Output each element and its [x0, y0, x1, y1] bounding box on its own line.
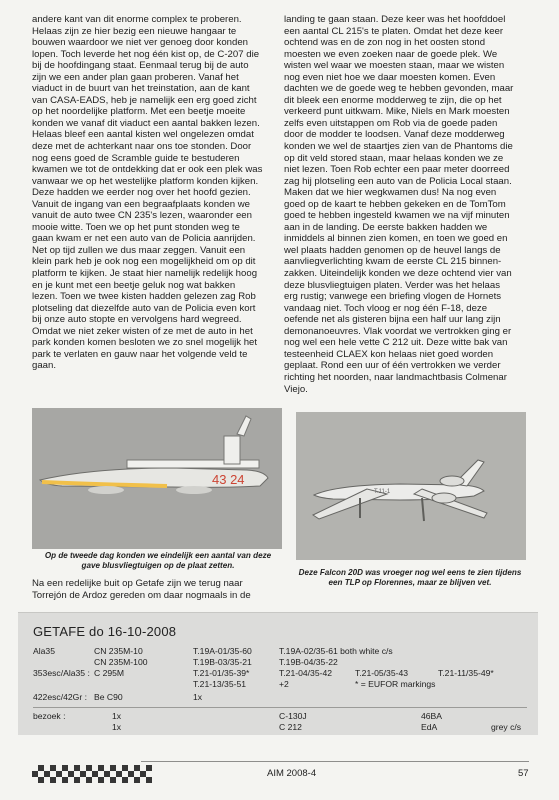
- serial-t19b04: T.19B-04/35-22: [279, 657, 338, 667]
- type-c295m: C 295M: [94, 668, 125, 678]
- count-bec90: 1x: [193, 692, 203, 702]
- visitor-count-2: 1x: [112, 722, 122, 732]
- serial-t21-01: T.21-01/35-39*: [193, 668, 250, 678]
- eufor-note: * = EUFOR markings: [355, 679, 436, 689]
- extra-count: +2: [279, 679, 289, 689]
- serial-t19a01: T.19A-01/35-60: [193, 646, 252, 656]
- left-article-column: [32, 14, 284, 372]
- serial-t19b03: T.19B-03/35-21: [193, 657, 252, 667]
- visitor-type-2: C 212: [279, 722, 302, 732]
- continuation-text: Na een redelijke buit op Getafe zijn we terug naar Torrejón de Ardoz gereden om daar nogmaals in de: [32, 578, 251, 601]
- sightings-title: GETAFE do 16-10-2008: [33, 624, 177, 639]
- sightings-divider: [33, 707, 527, 708]
- visitor-unit-2: EdA: [421, 722, 438, 732]
- cl215-aircraft-illustration: [32, 408, 282, 549]
- serial-t21-05: T.21-05/35-43: [355, 668, 409, 678]
- cl215-aircraft-photo: [32, 408, 282, 549]
- serial-t21-04: T.21-04/35-42: [279, 668, 333, 678]
- aircraft-registration: T.11-1: [374, 489, 391, 495]
- unit-ala35: Ala35: [33, 646, 55, 656]
- visitor-unit-1: 46BA: [421, 711, 443, 721]
- right-article-column: [284, 14, 530, 395]
- magazine-title: AIM 2008-4: [267, 768, 317, 779]
- falcon-aircraft-illustration: [296, 412, 526, 560]
- visitors-label: bezoek :: [33, 711, 66, 721]
- unit-353esc: 353esc/Ala35 :: [33, 668, 90, 678]
- serial-t21-11: T.21-11/35-49*: [438, 668, 494, 678]
- serial-t19a02: T.19A-02/35-61 both white c/s: [279, 646, 393, 656]
- aircraft-number: 43 24: [212, 472, 245, 487]
- type-cn235m10: CN 235M-10: [94, 646, 143, 656]
- visitor-type-1: C-130J: [279, 711, 307, 721]
- right-photo-caption: Deze Falcon 20D was vroeger nog wel eens te zien tijdens een TLP op Florennes, maar ze blijven vet.: [298, 568, 522, 587]
- page-number: 57: [518, 768, 529, 779]
- type-cn235m100: CN 235M-100: [94, 657, 148, 667]
- falcon-aircraft-photo: [296, 412, 526, 560]
- visitor-note-2: grey c/s: [491, 722, 522, 732]
- visitor-count-1: 1x: [112, 711, 122, 721]
- serial-t21-13: T.21-13/35-51: [193, 679, 247, 689]
- right-article-text: landing te gaan staan. Deze keer was het hoofddoel een aantal CL 215's te platen. Omdat het deze keer ochtend was en de zon nog in het oosten stond moesten we even zoeken naar de goede plek. We wisten wel waar we moesten staan, maar we wisten nog even niet hoe we daar moesten komen. Even dachten we de goede weg te hebben gevonden, maar dit bleek een enorme modderweg te zijn, die op het verkeerd punt uitkwam. Mike, Niels en Mark moesten zelfs even uitstappen om Rob via de goede paden door de modder te loodsen. Vanaf deze modderweg konden we wel de staartjes zien van de Phantoms die op dit veld stored staan, maar helaas konden we ze niet lezen. Toen Rob echter een paar meter doorreed zag hij plotseling een auto van de Policia Local staan. Maken dat we hier wegkwamen dus! Na nog even goed op de kaart te hebben gekeken en de TomTom goed te hebben ingesteld kwamen we na vijf minuten aan in de landing. De eerste bakken hadden we inmiddels al binnen zien komen, en toen we goed en wel plaats hadden genomen op de heuvel langs de aanvliegverlichting kwam de eerste CL 215 binnen- zakken. Uiteindelijk konden we deze ochtend vier van deze blusvliegtuigen platen. Verder was het helaas erg rustig; vanwege een briefing vlogen de Hornets vandaag niet. Toch vloog er nog één F-18, deze oefende net als gisteren bijna een half uur lang zijn demonanoeuvres. Vlak voordat we vertrokken ging er nog wel een hele vette C 212 uit. Deze witte bak van testeenheid CLAEX kon helaas niet goed worden geplaat. Rond een uur of één vertrokken we verder richting het noorden, naar landmachtbasis Colmenar Viejo.: [284, 14, 514, 395]
- left-photo-caption: Op de tweede dag konden we eindelijk een aantal van deze gave blusvliegtuigen op de plaat zetten.: [44, 551, 272, 570]
- type-bec90: Be C90: [94, 692, 123, 702]
- left-article-text: andere kant van dit enorme complex te proberen. Helaas zijn ze hier bezig een nieuwe hangaar te bouwen waardoor we niet ver genoeg door konden lopen. Toch leverde het nog één kist op, de C-207 die bij de hoofdingang staat. Eenmaal terug bij de auto zijn we een ander plan gaan proberen. Vanaf het viaduct in de buurt van het treinstation, aan de kant van CASA-EADS, heb je namelijk een erg goed zicht op het noordelijke platform. Met een beetje moeite konden we vanaf dit viaduct een aantal bakken lezen. Helaas bleef een aantal kisten wel ongelezen omdat deze met de achterkant naar ons toe stonden. Door nog eens goed de Scramble guide te bestuderen kwamen we tot de ontdekking dat er ook een plek was vanwaar we op het westelijke platform konden kijken. Deze hadden we eerder nog over het hoofd gezien. Vanuit de ingang van een begraafplaats konden we vanuit de auto twee CN 235's lezen, waaronder een mooie witte. Toen we op het punt stonden weg te gaan kwam er net een auto van de Policia aanrijden. Net op tijd zullen we dus maar zeggen. Vanuit een klein park heb je ook nog een mogelijkheid om op dit platform te kijken. Je staat hier namelijk redelijk hoog en je kunt met een beetje geluk nog wat bakken lezen. Toen we twee kisten hadden gelezen zag Rob plotseling dat diezelfde auto van de Policia even kort bij onze auto stopte en vervolgens hard wegreed. Omdat we niet zeker wisten of ze met de auto in het park konden komen besloten we zo snel mogelijk het park te verlaten en gauw naar het volgende veld te gaan.: [32, 14, 263, 372]
- checkered-decoration: [32, 765, 152, 783]
- unit-422esc: 422esc/42Gr :: [33, 692, 87, 702]
- footer-divider: [141, 761, 529, 762]
